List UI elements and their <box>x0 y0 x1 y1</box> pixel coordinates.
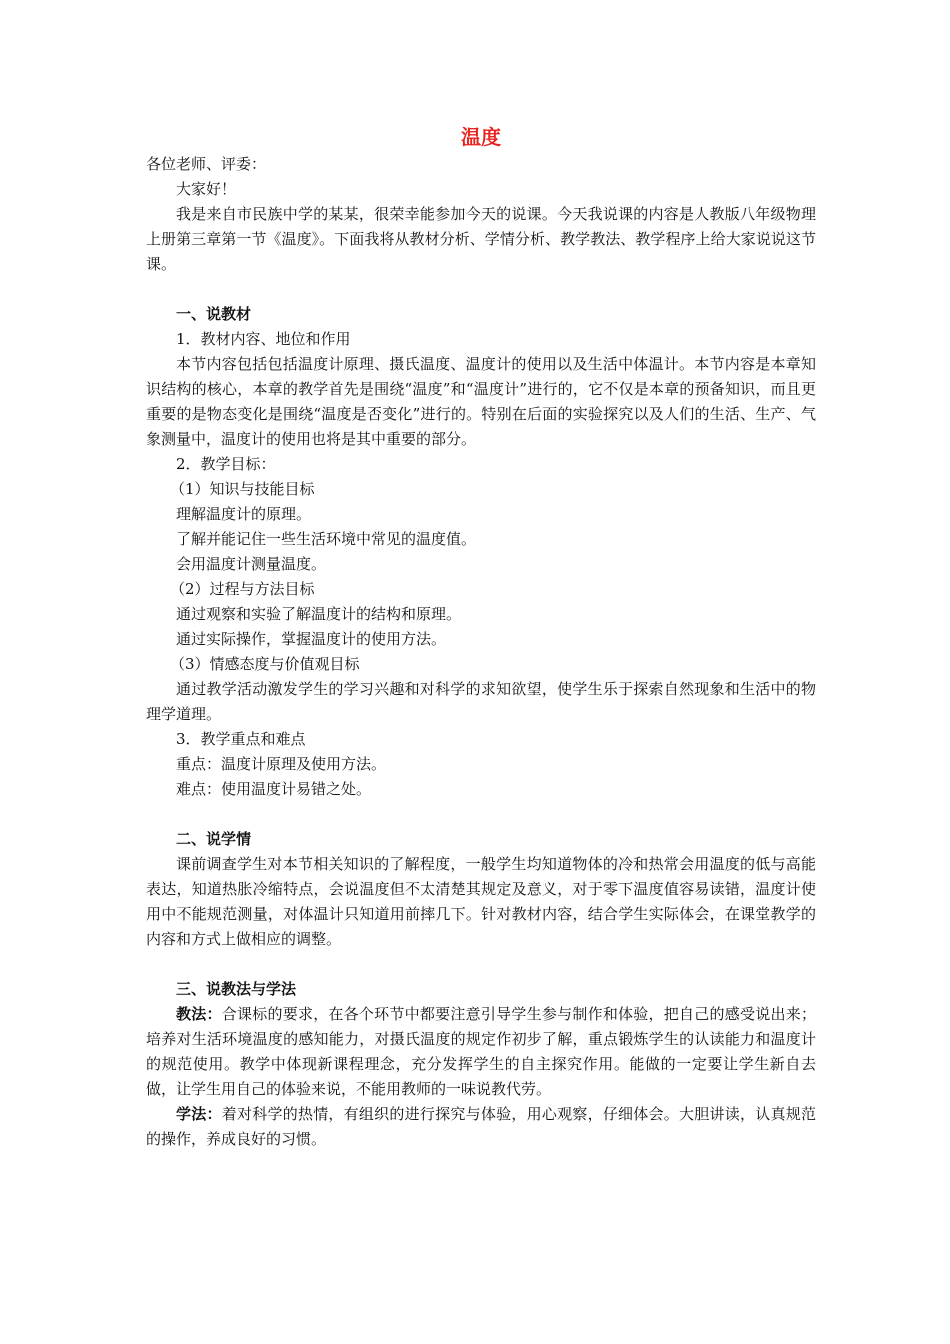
spacer <box>146 277 816 302</box>
greeting: 各位老师、评委： <box>146 155 267 173</box>
spacer <box>146 802 816 827</box>
goal2-title: （2）过程与方法目标 <box>170 580 315 598</box>
teaching-method-text: 合课标的要求，在各个环节中都要注意引导学生参与制作和体验，把自己的感受说出来；培养对生活环境温度的感知能力，对摄氏温度的规定作初步了解，重点锻炼学生的认读能力和温度计的规范使用。教学中体现新课程理念，充分发挥学生的自主探究作用。能做的一定要让学生新自去做，让学生用自己的体验来说，不能用教师的一味说教代劳。 <box>146 1005 816 1098</box>
section3-heading: 三、说教法与学法 <box>176 980 297 998</box>
intro-paragraph: 我是来自市民族中学的某某，很荣幸能参加今天的说课。今天我说课的内容是人教版八年级物理上册第三章第一节《温度》。下面我将从教材分析、学情分析、教学教法、教学程序上给大家说说这节课。 <box>146 205 816 273</box>
section1-item1-text: 本节内容包括包括温度计原理、摄氏温度、温度计的使用以及生活中体温计。本节内容是本章知识结构的核心，本章的教学首先是围绕“温度”和“温度计”进行的，它不仅是本章的预备知识，而且更重要的是物态变化是围绕“温度是否变化”进行的。特别在后面的实验探究以及人们的生活、生产、气象测量中，温度计的使用也将是其中重要的部分。 <box>146 355 816 448</box>
learning-method-paragraph <box>146 1102 816 1152</box>
goal1-line: 会用温度计测量温度。 <box>176 555 327 573</box>
section1-item3-title: 3．教学重点和难点 <box>176 730 306 748</box>
document-title: 温度 <box>461 125 501 149</box>
section2-text: 课前调查学生对本节相关知识的了解程度，一般学生均知道物体的冷和热常会用温度的低与高能表达，知道热胀冷缩特点，会说温度但不太清楚其规定及意义，对于零下温度值容易读错，温度计使用中不能规范测量，对体温计只知道用前摔几下。针对教材内容，结合学生实际体会，在课堂教学的内容和方式上做相应的调整。 <box>146 855 816 948</box>
goal2-line: 通过实际操作，掌握温度计的使用方法。 <box>176 630 447 648</box>
key-point: 重点：温度计原理及使用方法。 <box>176 755 387 773</box>
difficult-point: 难点：使用温度计易错之处。 <box>176 780 372 798</box>
section1-item2-title: 2．教学目标： <box>176 455 276 473</box>
goal1-line: 了解并能记住一些生活环境中常见的温度值。 <box>176 530 477 548</box>
document-page <box>146 122 816 1152</box>
section1-heading: 一、说教材 <box>176 305 252 323</box>
learning-method-text: 着对科学的热情，有组织的进行探究与体验，用心观察，仔细体会。大胆讲读，认真规范的操作，养成良好的习惯。 <box>146 1105 816 1148</box>
goal1-line: 理解温度计的原理。 <box>176 505 312 523</box>
teaching-method-label: 教法： <box>176 1005 222 1023</box>
goal2-line: 通过观察和实验了解温度计的结构和原理。 <box>176 605 462 623</box>
spacer <box>146 952 816 977</box>
hello-line: 大家好！ <box>176 180 237 198</box>
goal3-text: 通过教学活动激发学生的学习兴趣和对科学的求知欲望，使学生乐于探索自然现象和生活中的物理学道理。 <box>146 680 816 723</box>
teaching-method-paragraph <box>146 1002 816 1102</box>
section2-heading: 二、说学情 <box>176 830 252 848</box>
section1-item1-title: 1．教材内容、地位和作用 <box>176 330 351 348</box>
goal1-title: （1）知识与技能目标 <box>170 480 315 498</box>
learning-method-label: 学法： <box>176 1105 222 1123</box>
goal3-title: （3）情感态度与价值观目标 <box>170 655 360 673</box>
